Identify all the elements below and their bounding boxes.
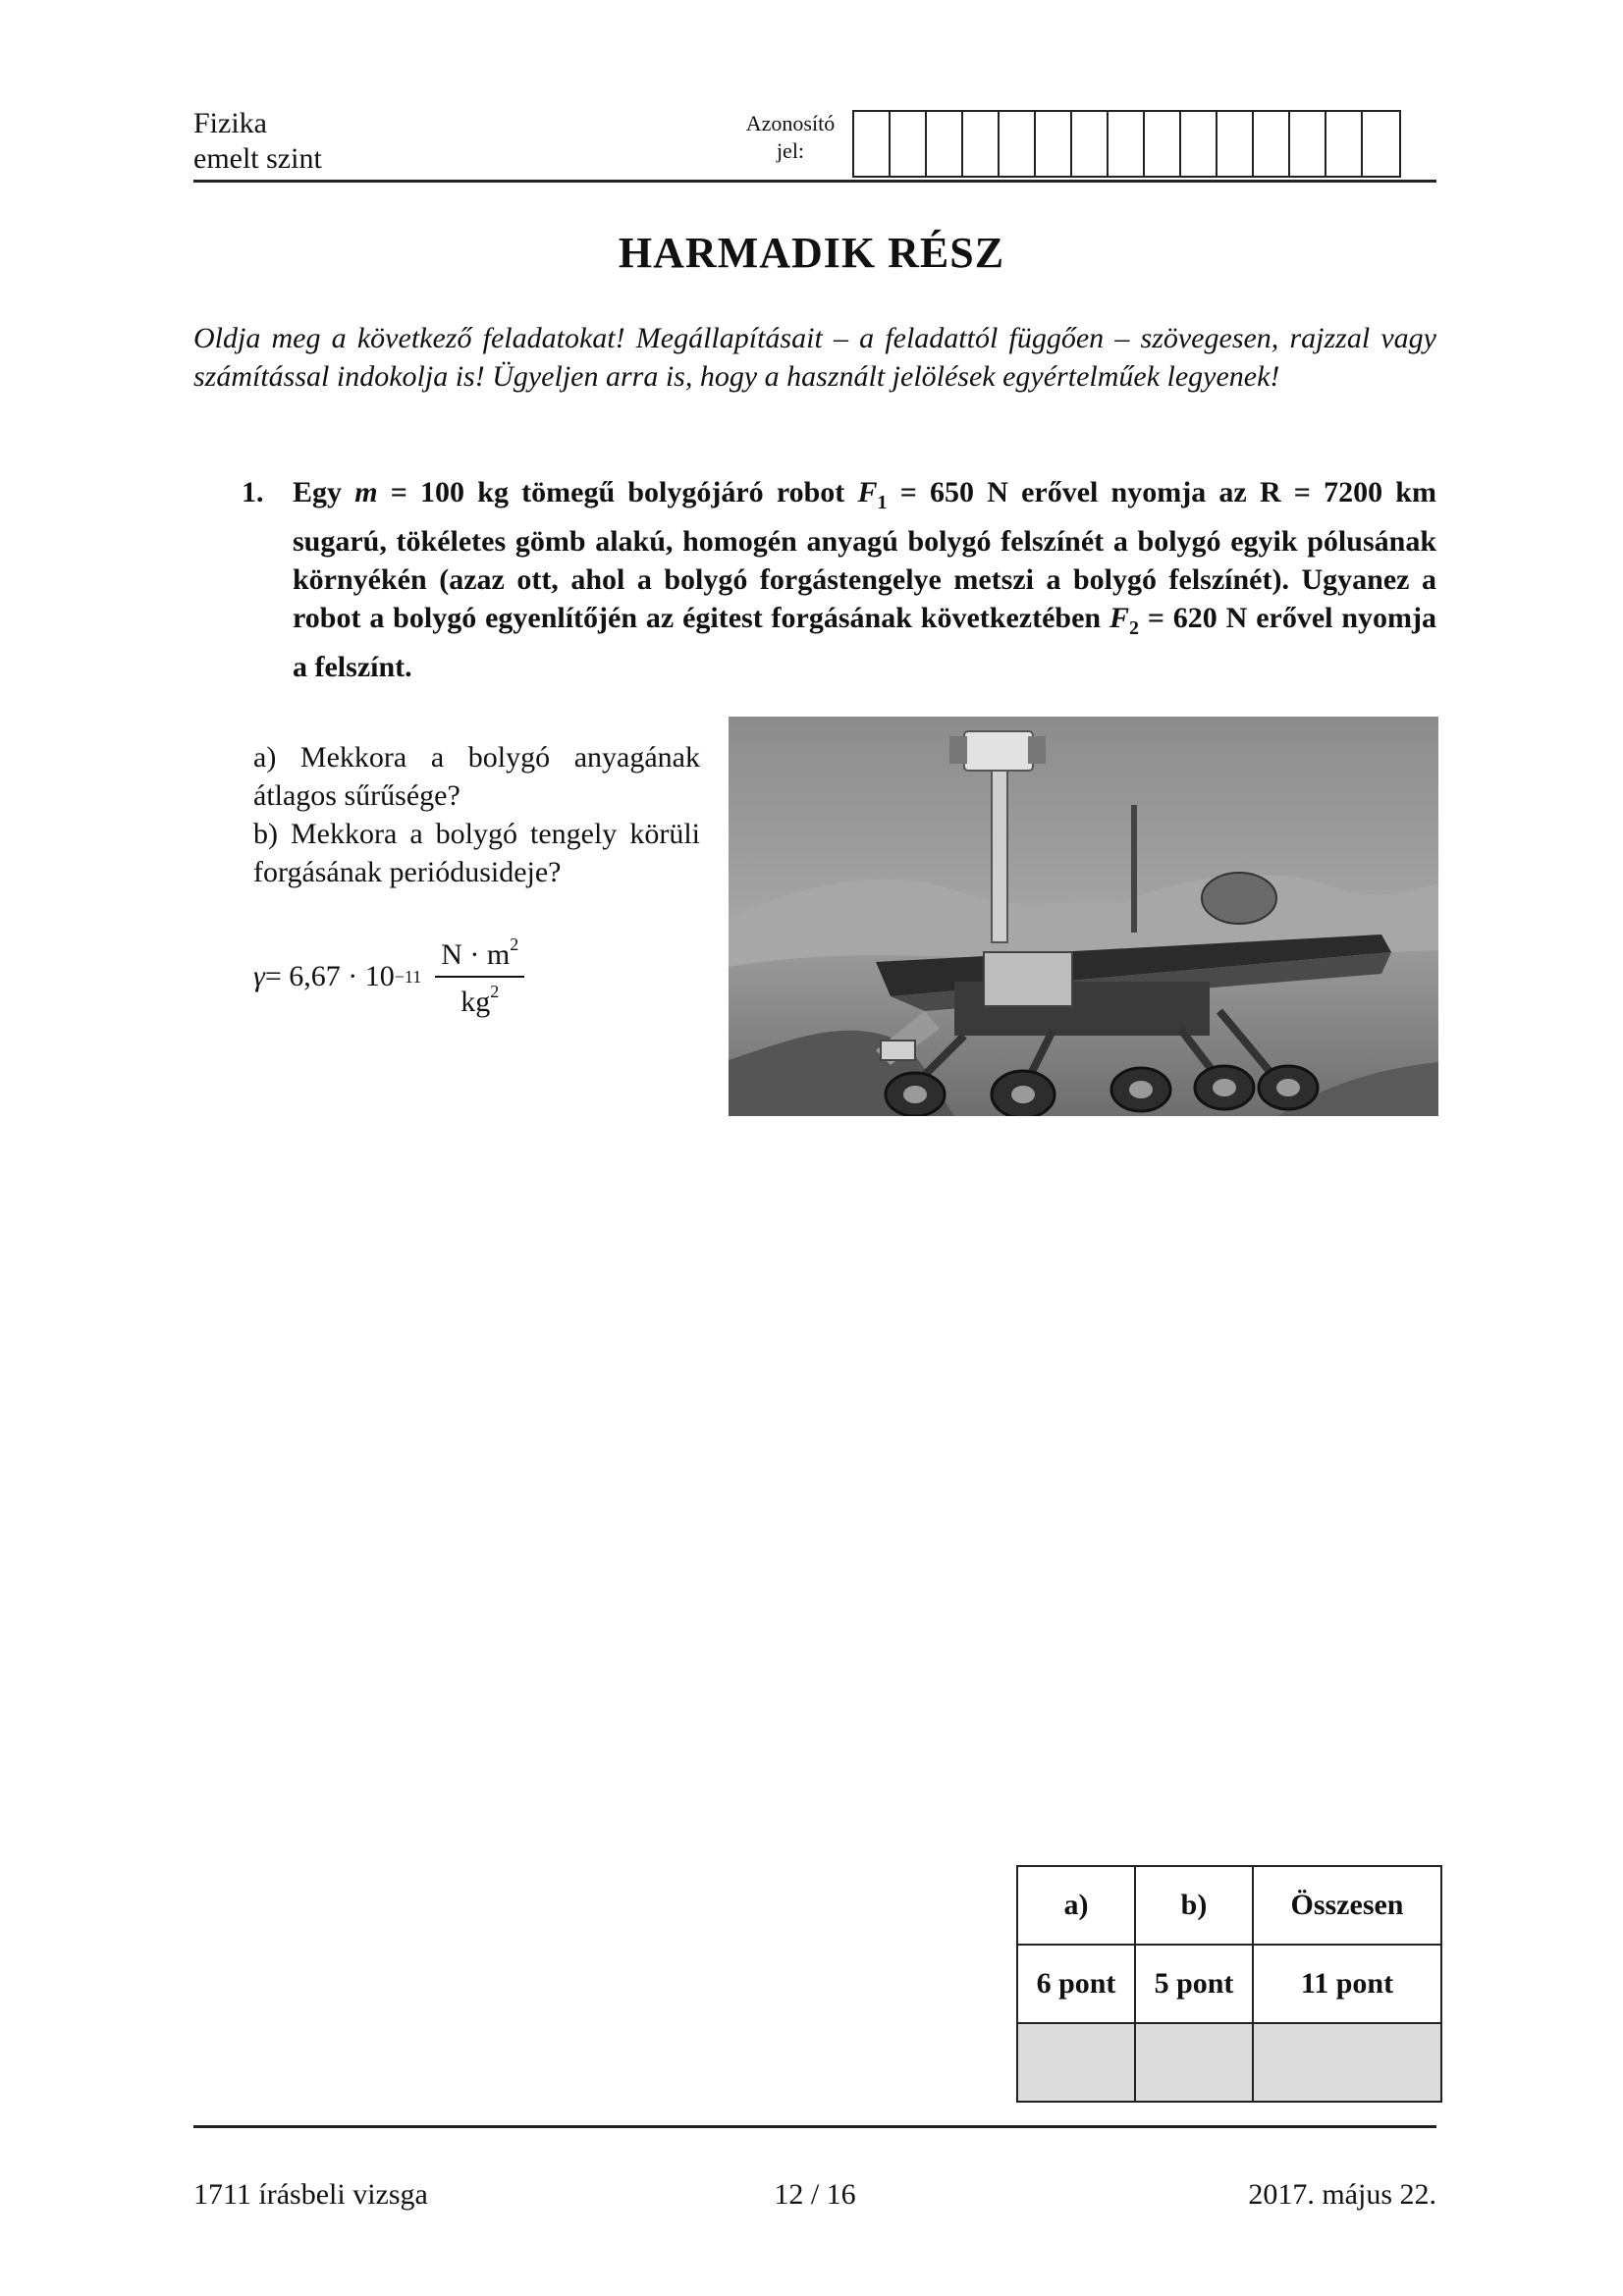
id-code-box bbox=[1326, 112, 1363, 176]
footer-divider bbox=[193, 2125, 1436, 2128]
questions-block bbox=[253, 738, 700, 891]
score-table-header-row bbox=[1017, 1866, 1441, 1945]
gamma-symbol: γ bbox=[253, 960, 265, 992]
formula-exponent: −11 bbox=[394, 966, 422, 987]
footer-page-number: 12 / 16 bbox=[774, 2178, 856, 2211]
id-code-box bbox=[963, 112, 1000, 176]
earned-points-b bbox=[1135, 2023, 1253, 2102]
id-label-line1: Azonosító bbox=[745, 111, 836, 135]
score-header-b: b) bbox=[1135, 1866, 1253, 1945]
gravitational-constant-formula bbox=[253, 928, 524, 1026]
earned-points-total bbox=[1253, 2023, 1441, 2102]
score-table bbox=[1016, 1865, 1442, 2103]
question-b: b) Mekkora a bolygó tengely körüli forgásának periódusideje? bbox=[253, 818, 700, 888]
score-header-total: Összesen bbox=[1253, 1866, 1441, 1945]
footer-exam-code: 1711 írásbeli vizsga bbox=[193, 2178, 428, 2211]
footer-date: 2017. május 22. bbox=[1248, 2178, 1436, 2211]
section-title: HARMADIK RÉSZ bbox=[618, 229, 1005, 277]
id-code-box bbox=[927, 112, 963, 176]
subject-level: emelt szint bbox=[193, 142, 322, 175]
id-code-box bbox=[1217, 112, 1254, 176]
rover-photo-image bbox=[729, 717, 1438, 1116]
id-label bbox=[731, 110, 849, 165]
score-table-points-row bbox=[1017, 1945, 1441, 2023]
id-code-box bbox=[1181, 112, 1217, 176]
task-statement: Egy m = 100 kg tömegű bolygójáró robot $F_1 = 650$ N erővel nyomja az R = 7200 km sugarú, tökéletes gömb alakú, homogén anyagú bolygó felszínét a bolygó egyik pólusának környékén (azaz ott, ahol a bolygó forgástengelye metszi a bolygó felszínét). Ugyanez a robot a bolygó egyenlítőjén az égitest forgásának következtében $F_2 = 620$ N erővel nyomja a felszínt. bbox=[293, 476, 1437, 683]
id-code-box bbox=[1109, 112, 1145, 176]
id-code-box bbox=[1036, 112, 1072, 176]
instructions-text: Oldja meg a következő feladatokat! Megállapításait – a feladattól függően – szövegesen, rajzzal vagy számítással indokolja is! Ügyeljen arra is, hogy a használt jelölések egyértelműek legyenek! bbox=[193, 322, 1436, 393]
id-code-box bbox=[1290, 112, 1326, 176]
id-label-line2: jel: bbox=[776, 138, 805, 163]
id-code-boxes bbox=[852, 110, 1401, 178]
id-code-box bbox=[1072, 112, 1109, 176]
unit-numerator: N · m bbox=[441, 938, 511, 971]
header-divider bbox=[193, 180, 1436, 183]
max-points-total: 11 pont bbox=[1253, 1945, 1441, 2023]
question-a: a) Mekkora a bolygó anyagának átlagos sűrűsége? bbox=[253, 741, 700, 812]
score-header-a: a) bbox=[1017, 1866, 1135, 1945]
formula-value: = 6,67 · 10 bbox=[264, 960, 395, 992]
id-code-box bbox=[1145, 112, 1181, 176]
id-code-box bbox=[1000, 112, 1036, 176]
subject-name: Fizika bbox=[193, 107, 267, 139]
max-points-b: 5 pont bbox=[1135, 1945, 1253, 2023]
id-code-box bbox=[1254, 112, 1290, 176]
task-number: 1. bbox=[242, 476, 264, 508]
id-code-box bbox=[854, 112, 891, 176]
score-table-entry-row bbox=[1017, 2023, 1441, 2102]
earned-points-a bbox=[1017, 2023, 1135, 2102]
max-points-a: 6 pont bbox=[1017, 1945, 1135, 2023]
id-code-box bbox=[1363, 112, 1399, 176]
formula-unit-fraction: $\frac{N \cdot m^2}{kg^2}$ bbox=[435, 934, 524, 1019]
unit-denominator: kg bbox=[460, 986, 491, 1018]
id-code-box bbox=[891, 112, 927, 176]
header-subject-block bbox=[193, 106, 322, 177]
